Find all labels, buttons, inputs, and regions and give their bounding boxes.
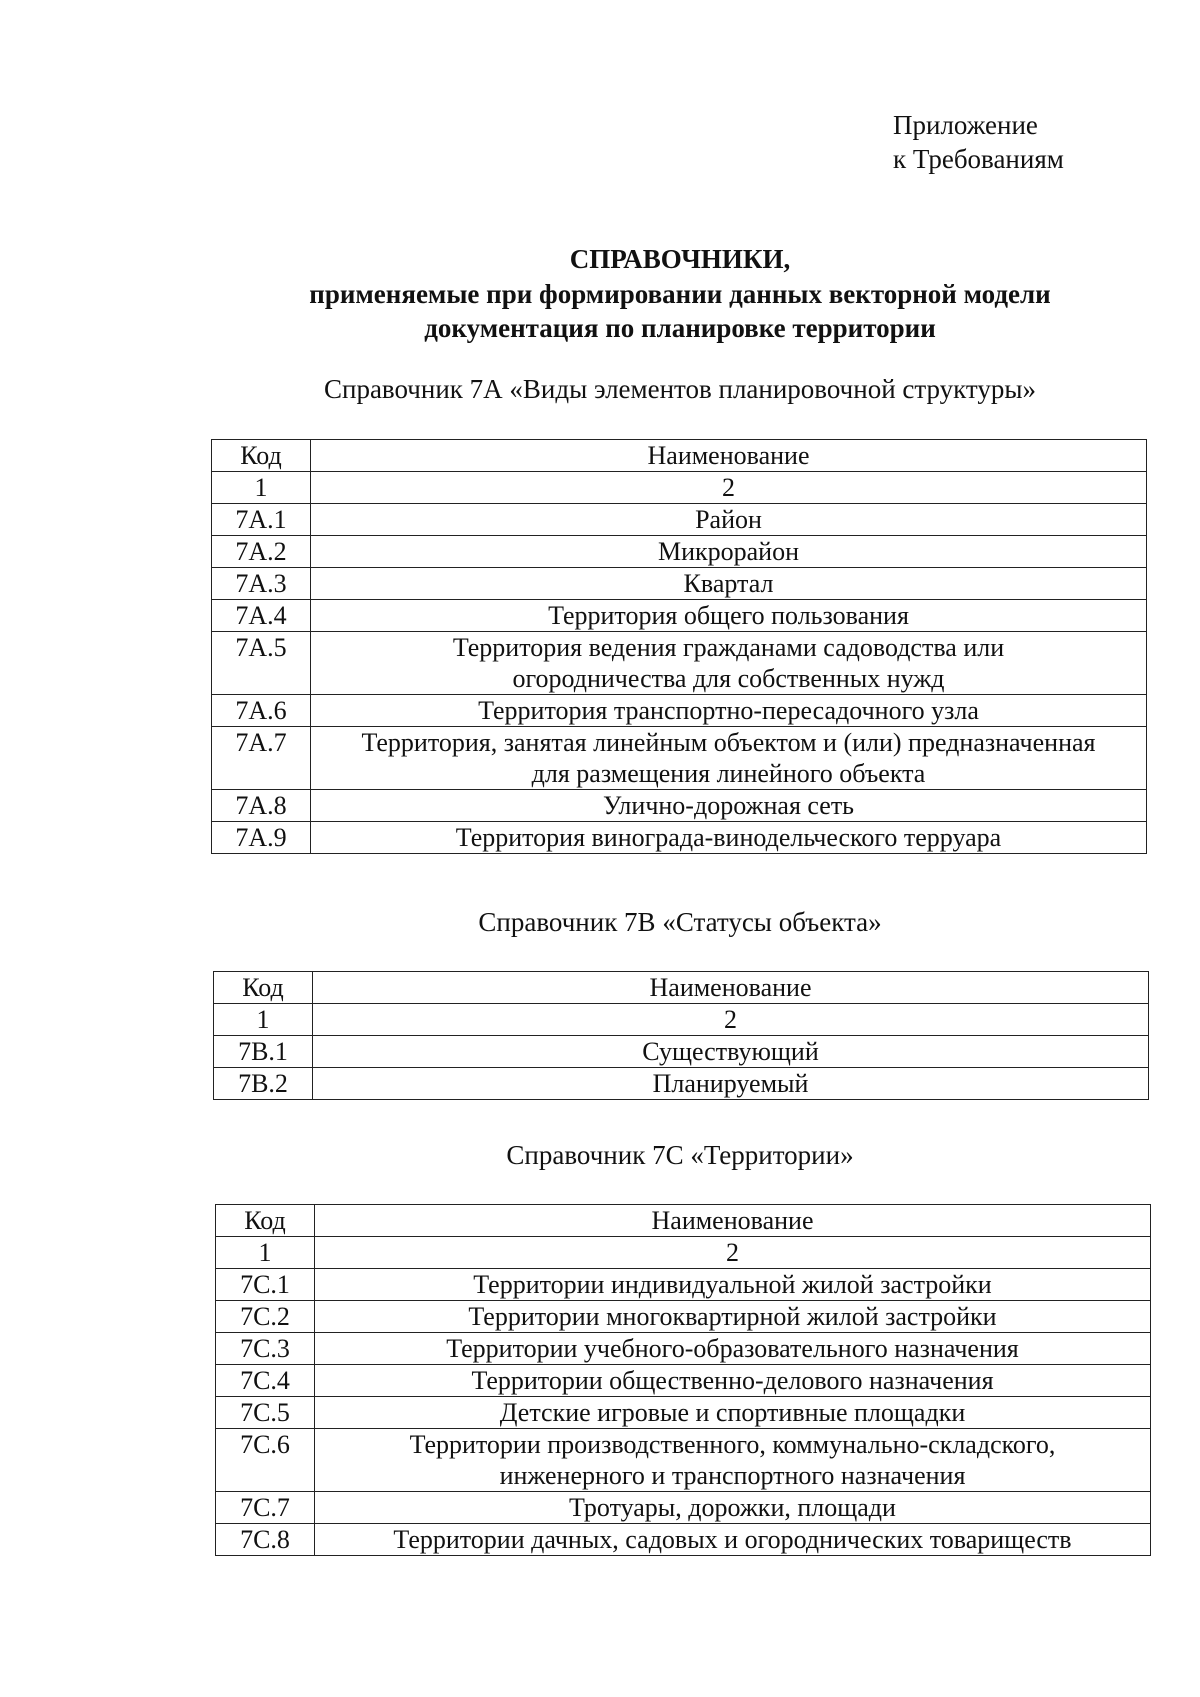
row-name: Территория винограда-винодельческого терруара xyxy=(311,822,1147,854)
table-row xyxy=(212,568,1147,600)
table-row xyxy=(212,504,1147,536)
table-row xyxy=(214,1036,1149,1068)
row-name: Тротуары, дорожки, площади xyxy=(315,1492,1151,1524)
table-row xyxy=(216,1492,1151,1524)
table-row xyxy=(212,695,1147,727)
ref-7a-table xyxy=(211,439,1147,854)
row-name: Детские игровые и спортивные площадки xyxy=(315,1397,1151,1429)
table-header-row xyxy=(216,1205,1151,1237)
table-header-row xyxy=(212,440,1147,472)
ref-7a-caption: Справочник 7А «Виды элементов планировочной структуры» xyxy=(323,374,1036,404)
table-row xyxy=(212,790,1147,822)
numbering-name: 2 xyxy=(315,1237,1151,1269)
table-numbering-row xyxy=(212,472,1147,504)
row-code: 7А.1 xyxy=(212,504,311,536)
row-code: 7А.3 xyxy=(212,568,311,600)
row-code: 7А.5 xyxy=(212,632,311,695)
ref-7c-table xyxy=(215,1204,1151,1556)
row-code: 7А.7 xyxy=(212,727,311,790)
row-name: Микрорайон xyxy=(311,536,1147,568)
table-row xyxy=(212,632,1147,695)
table-row xyxy=(216,1429,1151,1492)
numbering-code: 1 xyxy=(216,1237,315,1269)
table-row xyxy=(212,822,1147,854)
row-name: Квартал xyxy=(311,568,1147,600)
row-name: Территория ведения гражданами садоводства или огородничества для собственных нужд xyxy=(311,632,1147,695)
table-header-row xyxy=(214,972,1149,1004)
row-code: 7С.5 xyxy=(216,1397,315,1429)
table-row xyxy=(216,1333,1151,1365)
header-code: Код xyxy=(216,1205,315,1237)
row-code: 7С.1 xyxy=(216,1269,315,1301)
row-code: 7В.1 xyxy=(214,1036,313,1068)
row-name: Территории производственного, коммунально-складского, инженерного и транспортного назначения xyxy=(315,1429,1151,1492)
row-code: 7С.3 xyxy=(216,1333,315,1365)
row-name: Улично-дорожная сеть xyxy=(311,790,1147,822)
table-row xyxy=(216,1269,1151,1301)
numbering-name: 2 xyxy=(311,472,1147,504)
ref-7b-caption: Справочник 7В «Статусы объекта» xyxy=(478,907,882,937)
document-title: СПРАВОЧНИКИ, xyxy=(569,244,791,274)
row-name: Территории учебного-образовательного назначения xyxy=(315,1333,1151,1365)
header-name: Наименование xyxy=(313,972,1149,1004)
row-name: Территории индивидуальной жилой застройки xyxy=(315,1269,1151,1301)
row-code: 7С.2 xyxy=(216,1301,315,1333)
row-name: Территории многоквартирной жилой застройки xyxy=(315,1301,1151,1333)
row-name: Район xyxy=(311,504,1147,536)
table-row xyxy=(212,536,1147,568)
row-code: 7С.4 xyxy=(216,1365,315,1397)
table-row xyxy=(214,1068,1149,1100)
appendix-line-2: к Требованиям xyxy=(893,144,1064,174)
table-row xyxy=(216,1365,1151,1397)
table-row xyxy=(216,1301,1151,1333)
row-name: Территория, занятая линейным объектом и (или) предназначенная для размещения линейного объекта xyxy=(311,727,1147,790)
row-code: 7А.8 xyxy=(212,790,311,822)
document-subtitle-line-2: документация по планировке территории xyxy=(424,313,936,343)
row-name: Территория транспортно-пересадочного узла xyxy=(311,695,1147,727)
row-name: Территории общественно-делового назначения xyxy=(315,1365,1151,1397)
table-numbering-row xyxy=(214,1004,1149,1036)
row-name: Существующий xyxy=(313,1036,1149,1068)
table-row xyxy=(212,600,1147,632)
numbering-code: 1 xyxy=(214,1004,313,1036)
table-row xyxy=(216,1397,1151,1429)
row-code: 7С.7 xyxy=(216,1492,315,1524)
ref-7c-caption: Справочник 7С «Территории» xyxy=(506,1140,854,1170)
numbering-name: 2 xyxy=(313,1004,1149,1036)
row-name: Планируемый xyxy=(313,1068,1149,1100)
header-code: Код xyxy=(212,440,311,472)
row-name: Территория общего пользования xyxy=(311,600,1147,632)
table-row xyxy=(212,727,1147,790)
ref-7b-table xyxy=(213,971,1149,1100)
appendix-note xyxy=(893,108,1064,176)
row-code: 7А.2 xyxy=(212,536,311,568)
row-code: 7А.6 xyxy=(212,695,311,727)
header-name: Наименование xyxy=(311,440,1147,472)
appendix-line-1: Приложение xyxy=(893,110,1038,140)
row-code: 7С.6 xyxy=(216,1429,315,1492)
table-numbering-row xyxy=(216,1237,1151,1269)
row-code: 7С.8 xyxy=(216,1524,315,1556)
numbering-code: 1 xyxy=(212,472,311,504)
table-row xyxy=(216,1524,1151,1556)
document-subtitle-line-1: применяемые при формировании данных векторной модели xyxy=(309,279,1051,309)
row-code: 7А.4 xyxy=(212,600,311,632)
header-name: Наименование xyxy=(315,1205,1151,1237)
row-code: 7В.2 xyxy=(214,1068,313,1100)
row-code: 7А.9 xyxy=(212,822,311,854)
row-name: Территории дачных, садовых и огороднических товариществ xyxy=(315,1524,1151,1556)
header-code: Код xyxy=(214,972,313,1004)
